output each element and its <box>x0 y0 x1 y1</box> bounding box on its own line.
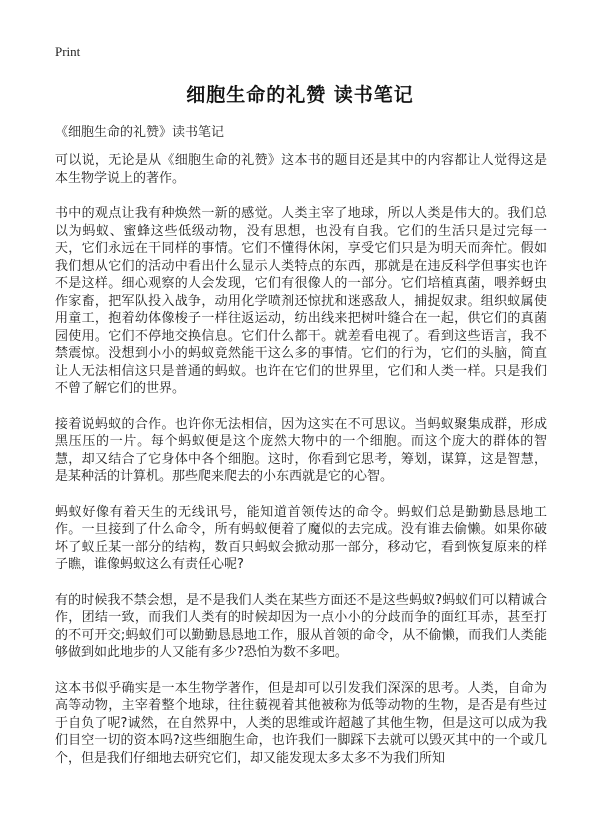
document-body <box>55 152 547 785</box>
paragraph-6: 这本书似乎确实是一本生物学著作，但是却可以引发我们深深的思考。人类，自命为高等动物，主宰着整个地球，往往藐视着其他被称为低等动物的生物，是否是有些过于自负了呢?诚然，在自然界中，人类的思维或许超越了其他生物，但是这可以成为我们目空一切的资本吗?这些细胞生命，也许我们一脚踩下去就可以毁灭其中的一个或几个，但是我们仔细地去研究它们，却又能发现太多太多不为我们所知 <box>55 680 547 766</box>
paragraph-3: 接着说蚂蚁的合作。也许你无法相信，因为这实在不可思议。当蚂蚁聚集成群，形成黑压压的一片。每个蚂蚁便是这个庞然大物中的一个细胞。而这个庞大的群体的智慧，却又结合了它身体中各个细胞。这时，你看到它思考，筹划，谋算，这是智慧，是某种活的计算机。那些爬来爬去的小东西就是它的心智。 <box>55 416 547 484</box>
paragraph-5: 有的时候我不禁会想，是不是我们人类在某些方面还不是这些蚂蚁?蚂蚁们可以精诚合作，团结一致，而我们人类有的时候却因为一点小小的分歧而争的面红耳赤，甚至打的不可开交;蚂蚁们可以勤勤恳恳地工作，服从首领的命令，从不偷懒，而我们人类能够做到如此地步的人又能有多少?恐怕为数不多吧。 <box>55 592 547 660</box>
document-title: 细胞生命的礼赞 读书笔记 <box>186 84 414 106</box>
paragraph-1: 可以说，无论是从《细胞生命的礼赞》这本书的题目还是其中的内容都让人觉得这是本生物学说上的著作。 <box>55 153 547 186</box>
print-label: Print <box>55 44 81 59</box>
document-subtitle: 《细胞生命的礼赞》读书笔记 <box>55 125 225 140</box>
paragraph-2: 书中的观点让我有种焕然一新的感觉。人类主宰了地球，所以人类是伟大的。我们总以为蚂蚁、蜜蜂这些低级动物，没有思想，也没有自我。它们的生活只是过完每一天，它们永远在干同样的事情。它们不懂得休闲，享受它们只是为明天而奔忙。假如我们想从它们的活动中看出什么显示人类特点的东西，那就是在违反科学但事实也许不是这样。细心观察的人会发现，它们有很像人的一部分。它们培植真菌，喂养蚜虫作家畜，把军队投入战争，动用化学喷剂还惊扰和迷惑敌人，捕捉奴隶。组织蚁属使用童工，抱着幼体像梭子一样往返运动，纺出线来把树叶缝合在一起，供它们的真菌园使用。它们不停地交换信息。它们什么都干。就差看电视了。看到这些语言，我不禁震惊。没想到小小的蚂蚁竟然能干这么多的事情。它们的行为，它们的头脑，简直让人无法相信这只是普通的蚂蚁。也许在它们的世界里，它们和人类一样。只是我们不曾了解它们的世界。 <box>55 206 547 396</box>
paragraph-4: 蚂蚁好像有着天生的无线讯号，能知道首领传达的命令。蚂蚁们总是勤勤恳恳地工作。一旦接到了什么命令，所有蚂蚁便着了魔似的去完成。没有谁去偷懒。如果你破坏了蚁丘某一部分的结构，数百只蚂蚁会掀动那一部分，移动它，看到恢复原来的样子瞧，谁像蚂蚁这么有责任心呢? <box>55 504 547 572</box>
